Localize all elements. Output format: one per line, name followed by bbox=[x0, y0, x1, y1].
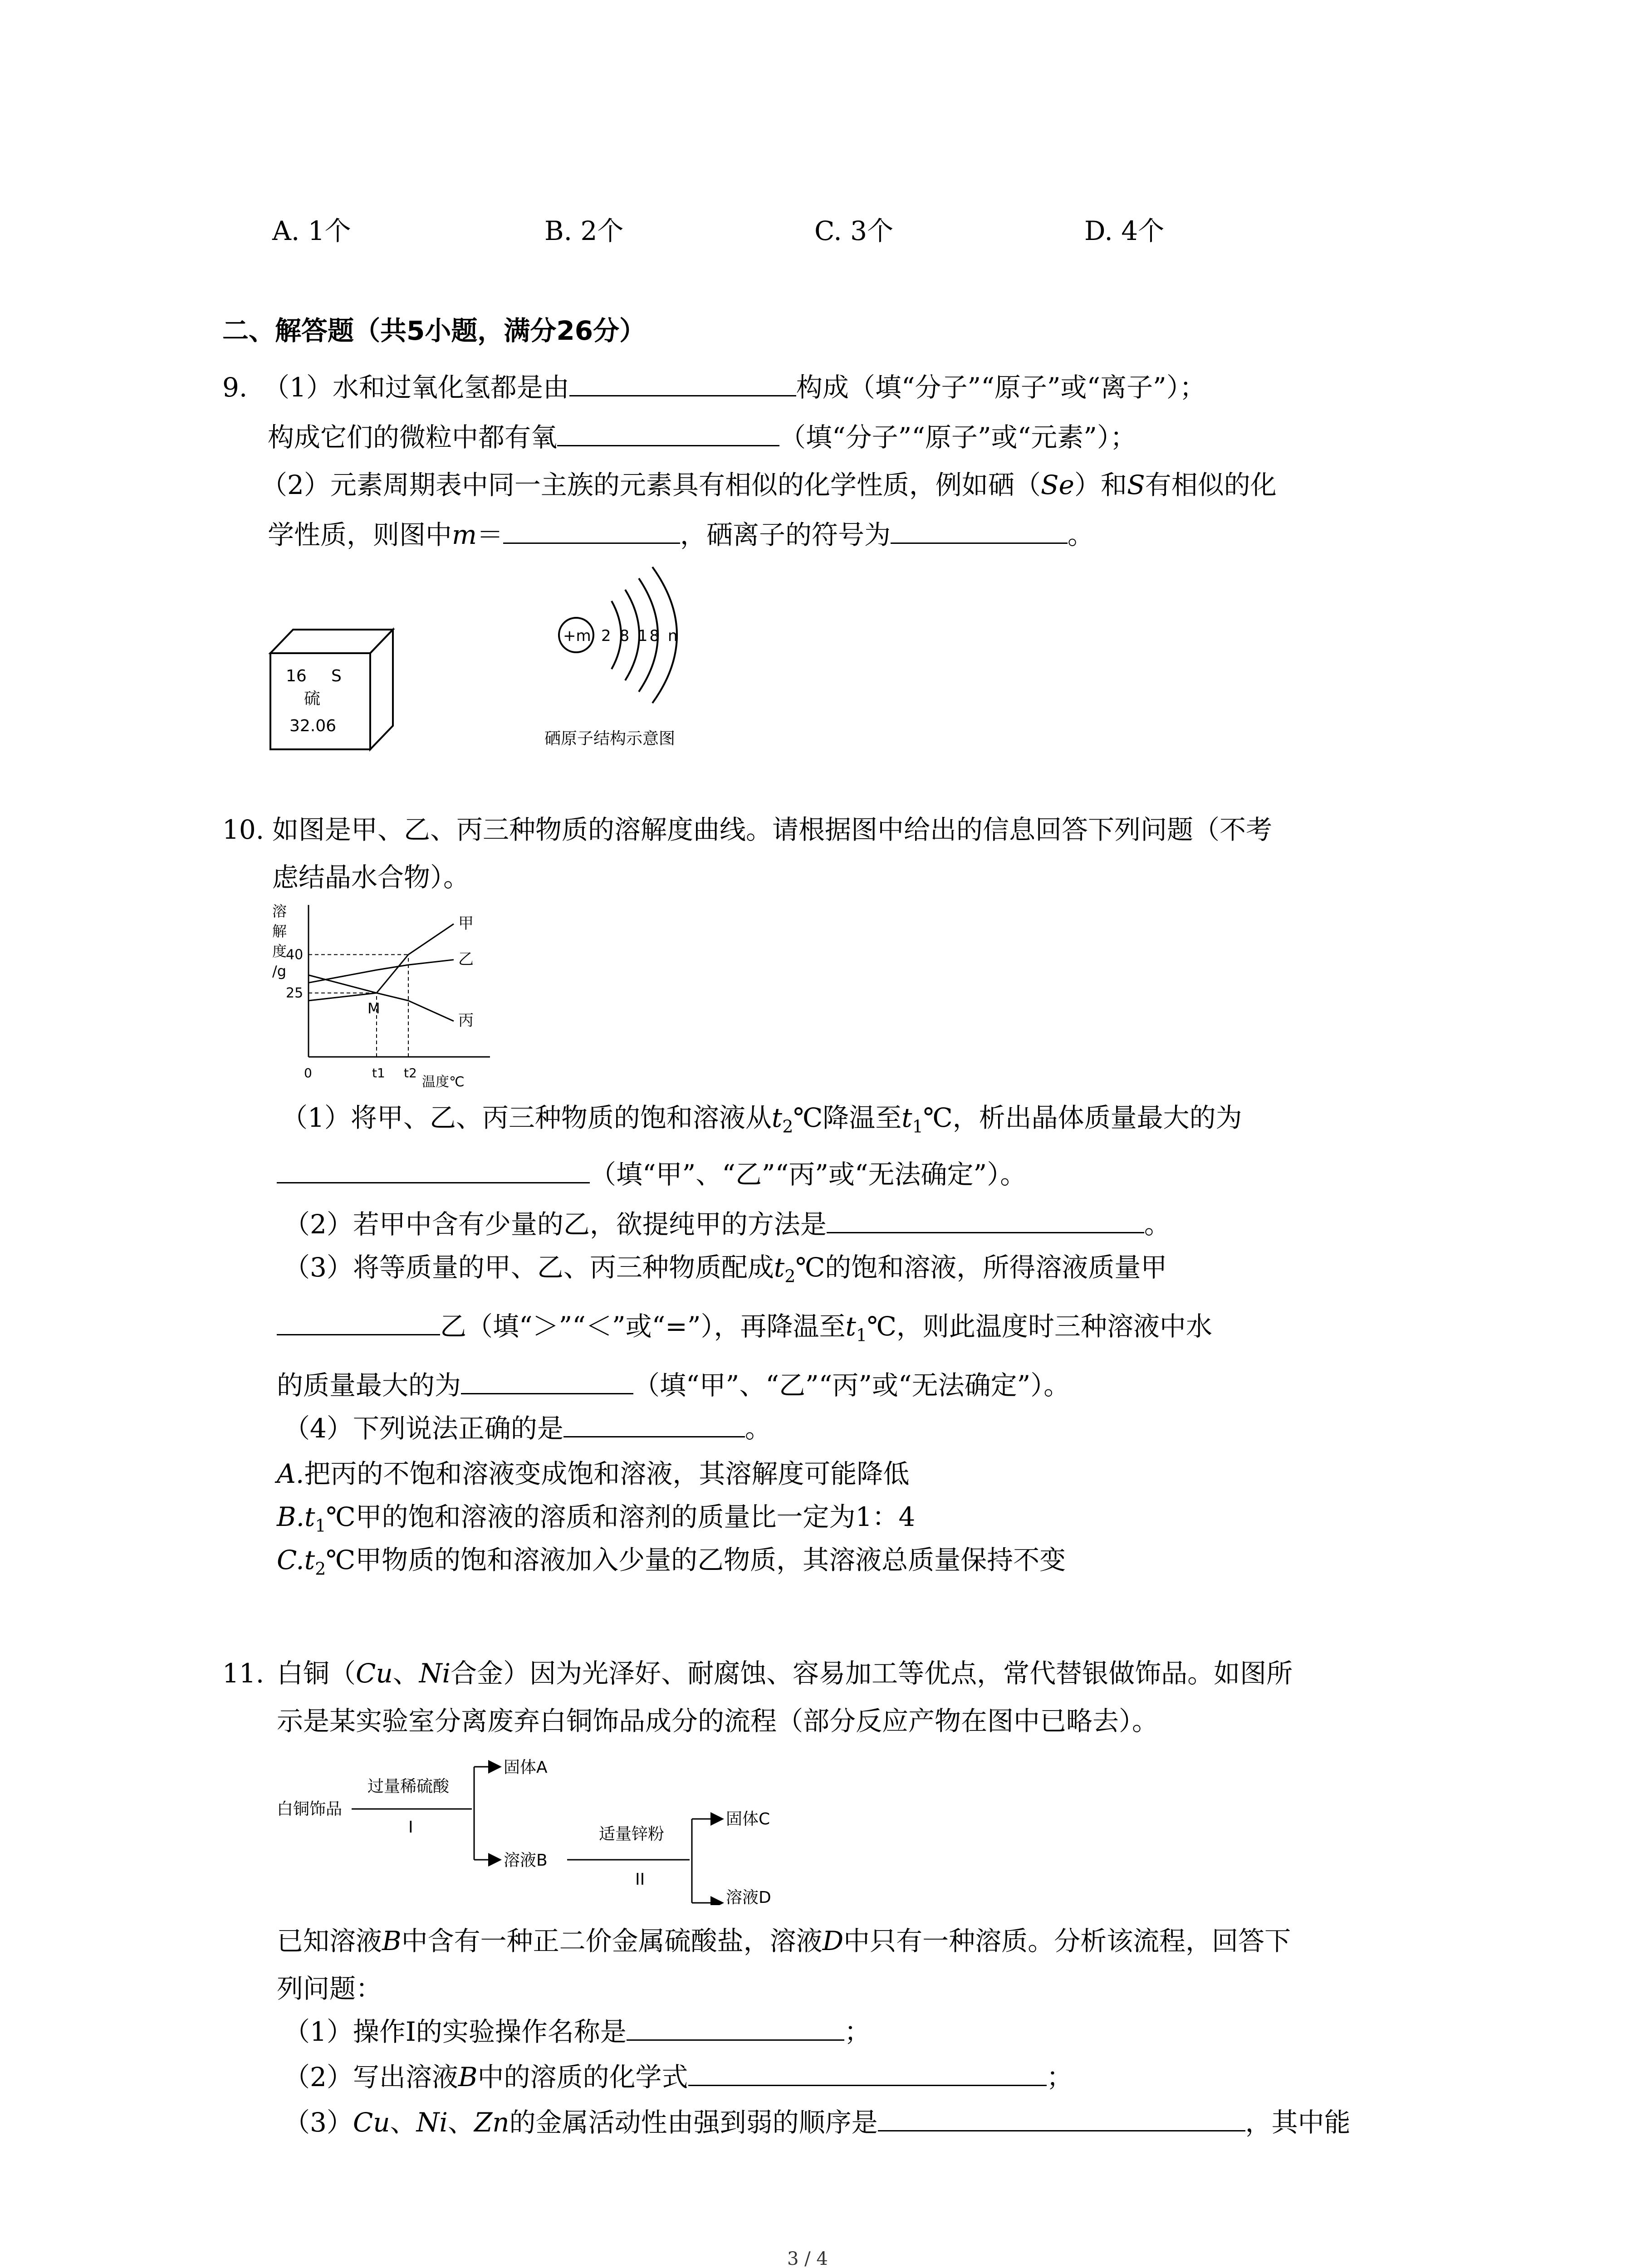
section-title: 二、解答题（共5小题，满分26分） bbox=[222, 315, 646, 346]
q10-p3-line2: 乙（填“＞”“＜”或“=”），再降温至$t_1℃$，则此温度时三种溶液中水 bbox=[277, 1313, 1212, 1344]
q9-number: 9. bbox=[222, 372, 248, 403]
option-a: A. 1个 bbox=[272, 215, 351, 246]
series-label: 丙 bbox=[458, 1012, 474, 1030]
series-label: 甲 bbox=[458, 914, 474, 933]
q10-option-a: A.把丙的不饱和溶液变成饱和溶液，其溶解度可能降低 bbox=[277, 1458, 910, 1489]
q11-p1: （1）操作Ⅰ的实验操作名称是 ； bbox=[284, 2016, 871, 2047]
solubility-chart bbox=[272, 898, 526, 1093]
series-line-乙 bbox=[309, 960, 454, 983]
q11-p2: （2）写出溶液B中的溶质的化学式 ； bbox=[284, 2062, 1073, 2092]
y-axis-label: 解 bbox=[272, 923, 287, 940]
chart-axes bbox=[272, 903, 490, 1090]
q10-p3-line1: （3）将等质量的甲、乙、丙三种物质配成$t_2℃$的饱和溶液，所得溶液质量甲 bbox=[284, 1252, 1167, 1286]
q11-line4: 列问题： bbox=[277, 1973, 382, 2004]
y-axis-label: 溶 bbox=[272, 903, 287, 920]
option-b: B. 2个 bbox=[544, 215, 624, 246]
x-axis-label: 温度℃ bbox=[422, 1074, 465, 1090]
flow-step2-reagent: 适量锌粉 bbox=[599, 1825, 665, 1843]
q10-p1-line2: （填“甲”、“乙”“丙”或“无法确定”）。 bbox=[277, 1161, 1026, 1188]
q10-p4: （4）下列说法正确的是 。 bbox=[284, 1413, 771, 1444]
flow-solid-a: 固体A bbox=[504, 1758, 548, 1777]
flow-step1-number: I bbox=[408, 1818, 413, 1837]
separation-flow-diagram bbox=[272, 1751, 817, 1905]
q10-line1: 如图是甲、乙、丙三种物质的溶解度曲线。请根据图中给出的信息回答下列问题（不考 bbox=[272, 814, 1273, 845]
flow-solid-c: 固体C bbox=[726, 1810, 770, 1828]
q9-line4: 学性质，则图中m＝ ，硒离子的符号为 。 bbox=[268, 519, 1094, 550]
q10-p2: （2）若甲中含有少量的乙，欲提纯甲的方法是 。 bbox=[284, 1209, 1171, 1240]
flow-start: 白铜饰品 bbox=[277, 1800, 343, 1818]
sulfur-element-box bbox=[268, 626, 399, 753]
option-c: C. 3个 bbox=[814, 215, 894, 246]
flow-step1-reagent: 过量稀硫酸 bbox=[367, 1777, 450, 1796]
q10-line2: 虑结晶水合物）。 bbox=[272, 862, 470, 893]
atomic-number: 16 bbox=[286, 667, 307, 685]
y-axis-label: 度 bbox=[272, 943, 287, 960]
element-symbol: S bbox=[331, 667, 342, 685]
y-tick-label: 25 bbox=[286, 985, 304, 1002]
atom-caption: 硒原子结构示意图 bbox=[544, 729, 676, 748]
shell-electrons: 2 8 18 n bbox=[601, 627, 680, 645]
x-tick-label: t2 bbox=[404, 1066, 417, 1080]
q10-p1-line1: （1）将甲、乙、丙三种物质的饱和溶液从$t_2℃$降温至$t_1℃$，析出晶体质量最大的为 bbox=[281, 1102, 1242, 1137]
x-tick-label: t1 bbox=[372, 1066, 385, 1080]
q11-line2: 示是某实验室分离废弃白铜饰品成分的流程（部分反应产物在图中已略去）。 bbox=[277, 1706, 1159, 1736]
page-number: 3 / 4 bbox=[787, 2248, 828, 2268]
q10-number: 10. bbox=[222, 814, 265, 845]
flow-step2-number: II bbox=[635, 1870, 645, 1889]
q11-p3: （3）Cu、Ni、Zn的金属活动性由强到弱的顺序是 ，其中能 bbox=[284, 2107, 1351, 2138]
series-label: 乙 bbox=[458, 950, 474, 968]
atomic-mass: 32.06 bbox=[289, 717, 337, 735]
q10-option-c: $C.t_2℃$甲物质的饱和溶液加入少量的乙物质，其溶液总质量保持不变 bbox=[277, 1545, 1066, 1579]
selenium-atom-diagram bbox=[544, 553, 753, 762]
q10-p3-line3: 的质量最大的为 （填“甲”、“乙”“丙”或“无法确定”）。 bbox=[277, 1370, 1070, 1401]
option-d: D. 4个 bbox=[1084, 215, 1165, 246]
flow-solution-b: 溶液B bbox=[504, 1851, 548, 1870]
q9-line1: （1）水和过氧化氢都是由 构成（填“分子”“原子”或“离子”）； bbox=[263, 372, 1206, 403]
nucleus-label: +m bbox=[563, 627, 591, 645]
q11-line3: 已知溶液B中含有一种正二价金属硫酸盐，溶液D中只有一种溶质。分析该流程，回答下 bbox=[277, 1926, 1291, 1956]
q11-number: 11. bbox=[222, 1658, 265, 1689]
q11-line1: 白铜（Cu、Ni合金）因为光泽好、耐腐蚀、容易加工等优点，常代替银做饰品。如图所 bbox=[277, 1658, 1293, 1689]
y-axis-label: /g bbox=[272, 963, 287, 980]
y-tick-label: 40 bbox=[286, 947, 304, 963]
flow-solution-d: 溶液D bbox=[726, 1888, 771, 1905]
point-m-label: M bbox=[367, 1000, 380, 1017]
element-name: 硫 bbox=[304, 689, 321, 708]
q9-line2: 构成它们的微粒中都有氧 （填“分子”“原子”或“元素”）； bbox=[268, 422, 1136, 453]
chart-marks bbox=[309, 914, 474, 1030]
x-tick-label: 0 bbox=[304, 1066, 312, 1080]
q10-option-b: $B.t_1℃$甲的饱和溶液的溶质和溶剂的质量比一定为1：4 bbox=[277, 1501, 916, 1536]
q9-line3: （2）元素周期表中同一主族的元素具有相似的化学性质，例如硒（Se）和S有相似的化 bbox=[261, 469, 1277, 500]
